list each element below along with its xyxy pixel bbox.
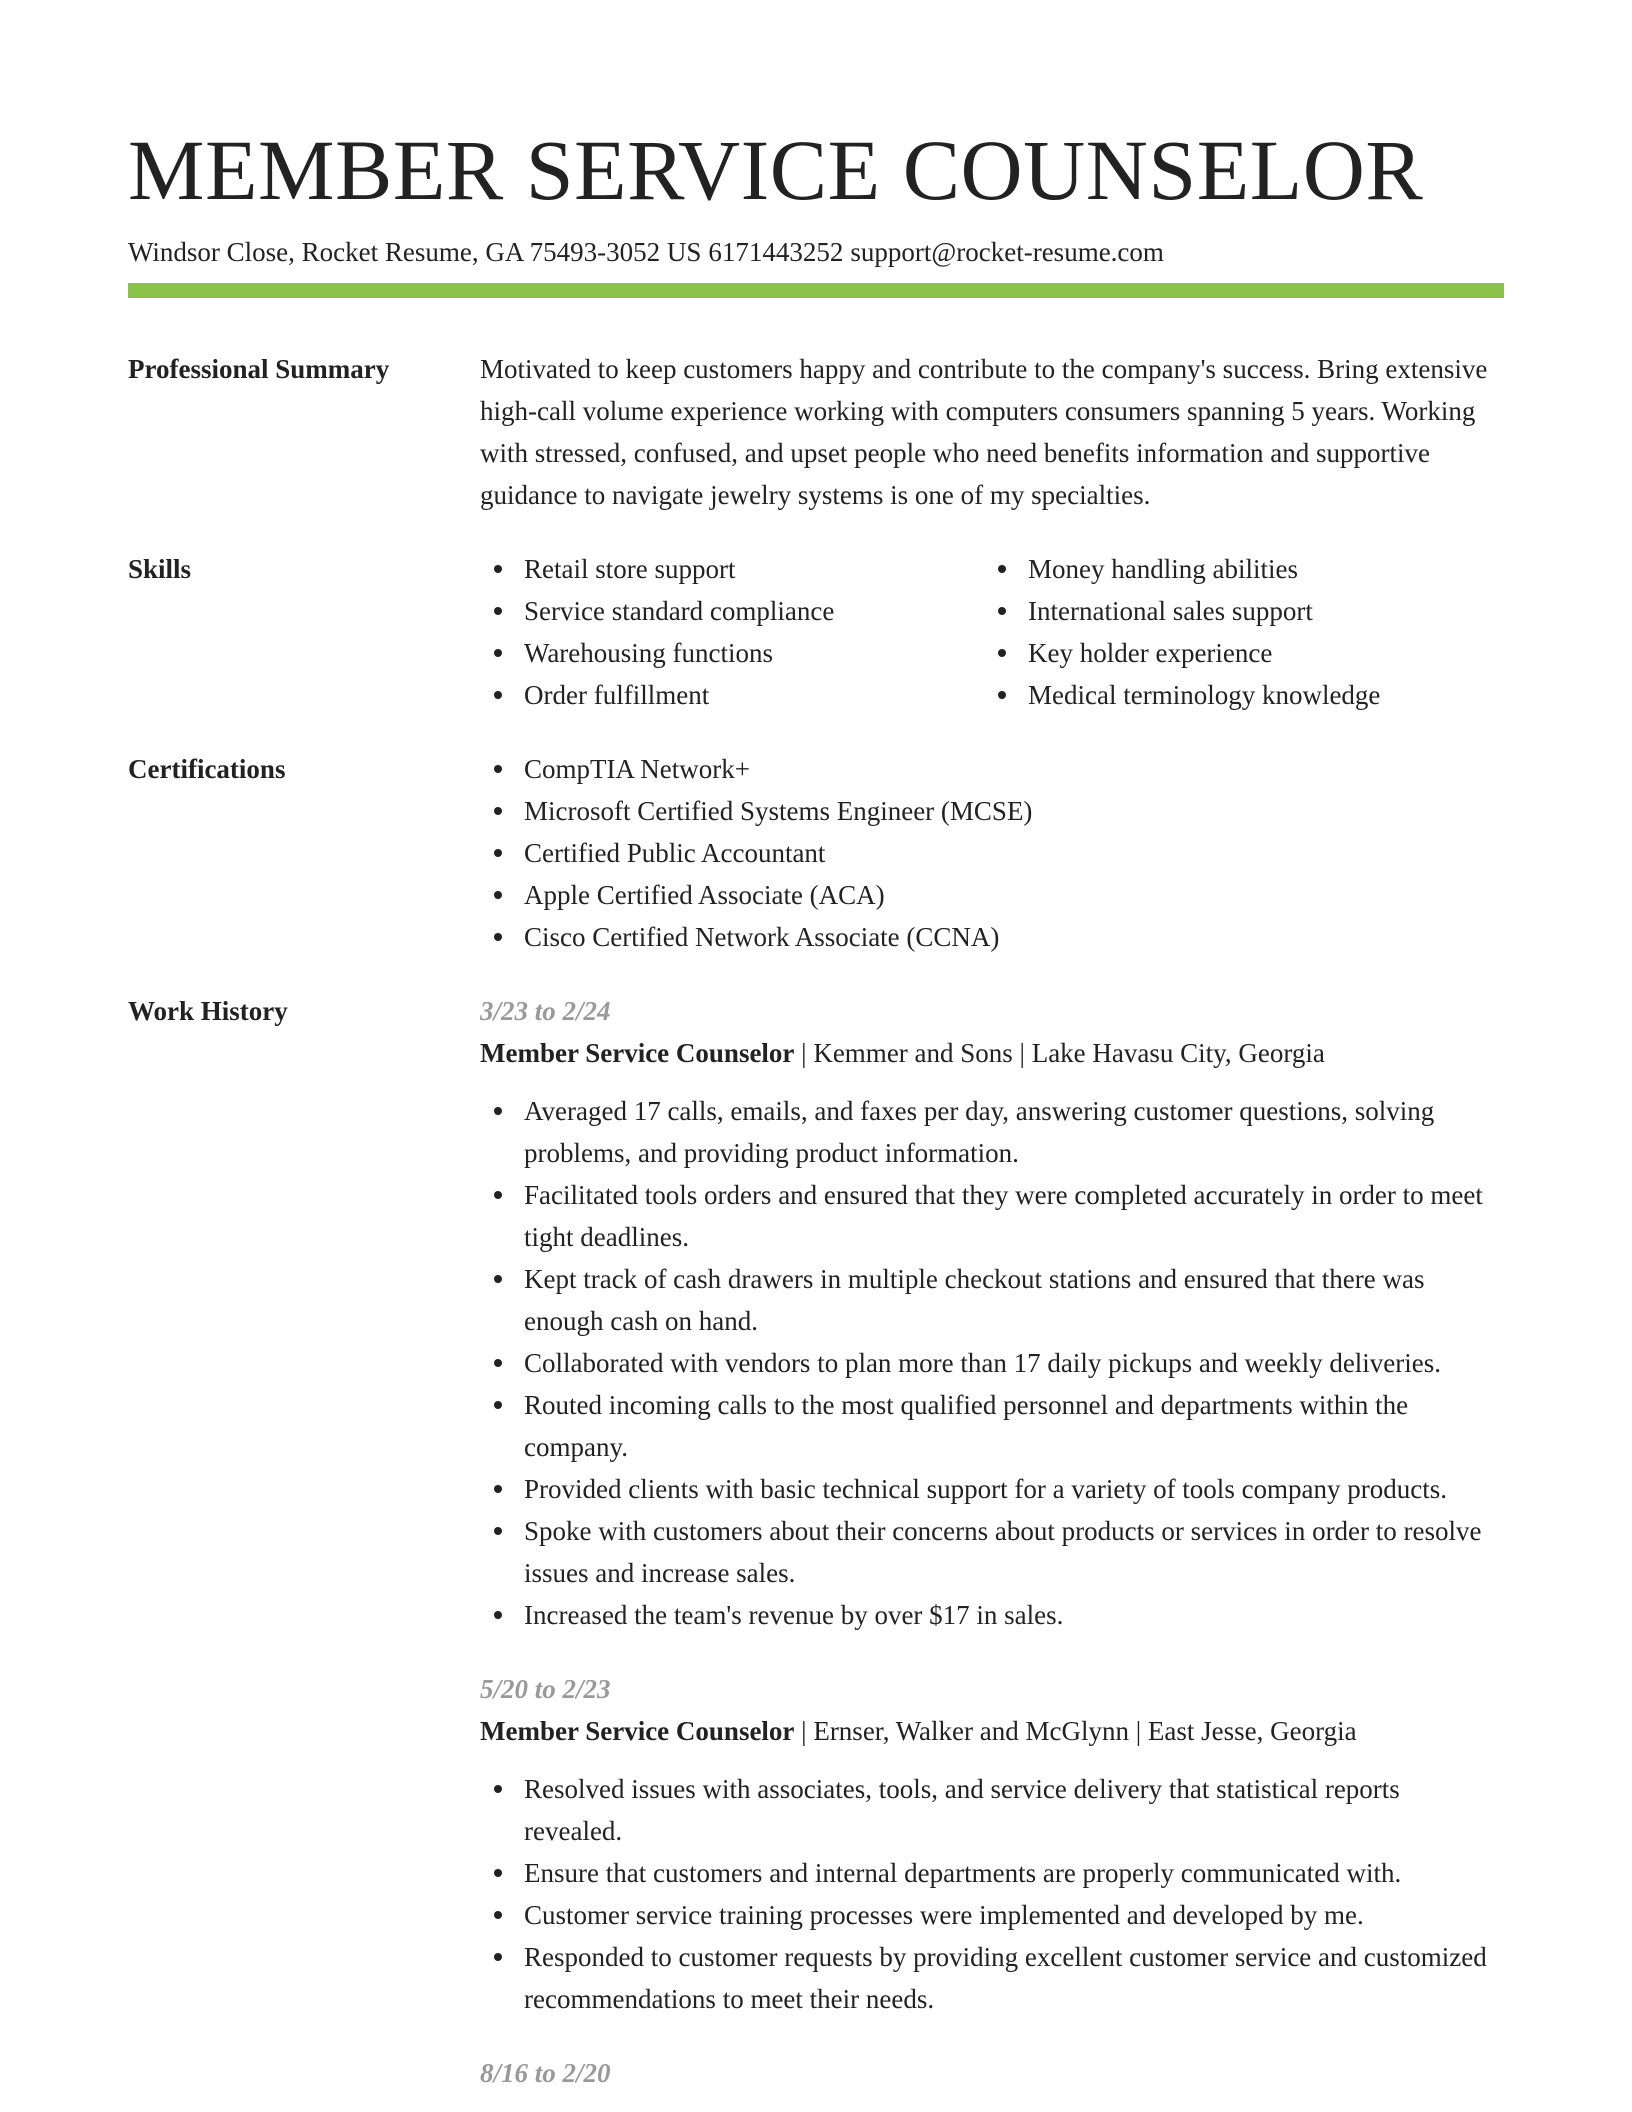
job-dates: 3/23 to 2/24 bbox=[480, 996, 611, 1026]
summary-text: Motivated to keep customers happy and contribute to the company's success. Bring extensive high-call volume experience working with computers consumers spanning 5 years. Working with stressed, confused, and upset people who need benefits information and supportive guidance to navigate jewelry systems is one of my specialties. bbox=[480, 354, 1488, 510]
contact-line bbox=[128, 234, 1504, 270]
summary-label: Professional Summary bbox=[128, 354, 390, 384]
job-heading bbox=[480, 1032, 1504, 1074]
resume-name: MEMBER SERVICE COUNSELOR bbox=[128, 122, 1424, 218]
skill-item: Order fulfillment bbox=[480, 674, 984, 716]
job-bullet: Resolved issues with associates, tools, and service delivery that statistical reports revealed. bbox=[480, 1768, 1504, 1852]
job-dates: 5/20 to 2/23 bbox=[480, 1674, 611, 1704]
job-bullet: Collaborated with vendors to plan more than 17 daily pickups and weekly deliveries. bbox=[480, 1342, 1504, 1384]
job-bullet: Customer service training processes were implemented and developed by me. bbox=[480, 1894, 1504, 1936]
summary-section bbox=[128, 348, 1504, 516]
job-dates: 8/16 to 2/20 bbox=[480, 2058, 611, 2088]
skills-right-list bbox=[984, 548, 1504, 716]
job-details: | Ernser, Walker and McGlynn | East Jesse, Georgia bbox=[794, 1716, 1357, 1746]
certification-item: CompTIA Network+ bbox=[480, 748, 1504, 790]
certifications-body bbox=[480, 748, 1504, 958]
work-history-body bbox=[480, 990, 1504, 2112]
skill-item: Service standard compliance bbox=[480, 590, 984, 632]
skill-item: Warehousing functions bbox=[480, 632, 984, 674]
contact-address: Windsor Close, Rocket Resume, GA 75493-3052 US bbox=[128, 237, 702, 267]
job-entry bbox=[480, 2052, 1504, 2094]
job-bullet: Facilitated tools orders and ensured that they were completed accurately in order to meet tight deadlines. bbox=[480, 1174, 1504, 1258]
certification-item: Microsoft Certified Systems Engineer (MCSE) bbox=[480, 790, 1504, 832]
skills-left-list bbox=[480, 548, 984, 716]
contact-email: support@rocket-resume.com bbox=[850, 237, 1164, 267]
job-title: Member Service Counselor bbox=[480, 1716, 795, 1746]
skills-grid bbox=[480, 548, 1504, 716]
work-history-label: Work History bbox=[128, 996, 288, 1026]
job-bullet: Spoke with customers about their concerns about products or services in order to resolve issues and increase sales. bbox=[480, 1510, 1504, 1594]
job-bullet: Ensure that customers and internal departments are properly communicated with. bbox=[480, 1852, 1504, 1894]
job-bullet: Kept track of cash drawers in multiple checkout stations and ensured that there was enough cash on hand. bbox=[480, 1258, 1504, 1342]
work-history-section bbox=[128, 990, 1504, 2112]
skill-item: Money handling abilities bbox=[984, 548, 1504, 590]
skills-label: Skills bbox=[128, 554, 192, 584]
job-bullet: Provided clients with basic technical support for a variety of tools company products. bbox=[480, 1468, 1504, 1510]
job-bullets bbox=[480, 1768, 1504, 2020]
skill-item: Key holder experience bbox=[984, 632, 1504, 674]
contact-phone: 6171443252 bbox=[708, 237, 844, 267]
certification-item: Certified Public Accountant bbox=[480, 832, 1504, 874]
job-heading bbox=[480, 1710, 1504, 1752]
certification-item: Cisco Certified Network Associate (CCNA) bbox=[480, 916, 1504, 958]
job-bullet: Responded to customer requests by providing excellent customer service and customized recommendations to meet their needs. bbox=[480, 1936, 1504, 2020]
job-bullets bbox=[480, 1090, 1504, 1636]
skills-section bbox=[128, 548, 1504, 716]
certifications-list bbox=[480, 748, 1504, 958]
header-divider bbox=[128, 283, 1504, 298]
job-entry bbox=[480, 1668, 1504, 2020]
job-details: | Kemmer and Sons | Lake Havasu City, Georgia bbox=[794, 1038, 1325, 1068]
skill-item: Medical terminology knowledge bbox=[984, 674, 1504, 716]
skill-item: International sales support bbox=[984, 590, 1504, 632]
certifications-section bbox=[128, 748, 1504, 958]
certification-item: Apple Certified Associate (ACA) bbox=[480, 874, 1504, 916]
job-bullet: Averaged 17 calls, emails, and faxes per day, answering customer questions, solving problems, and providing product information. bbox=[480, 1090, 1504, 1174]
skill-item: Retail store support bbox=[480, 548, 984, 590]
certifications-label: Certifications bbox=[128, 754, 286, 784]
job-bullet: Routed incoming calls to the most qualified personnel and departments within the company. bbox=[480, 1384, 1504, 1468]
job-bullet: Increased the team's revenue by over $17 in sales. bbox=[480, 1594, 1504, 1636]
job-entry bbox=[480, 990, 1504, 1636]
job-title: Member Service Counselor bbox=[480, 1038, 795, 1068]
